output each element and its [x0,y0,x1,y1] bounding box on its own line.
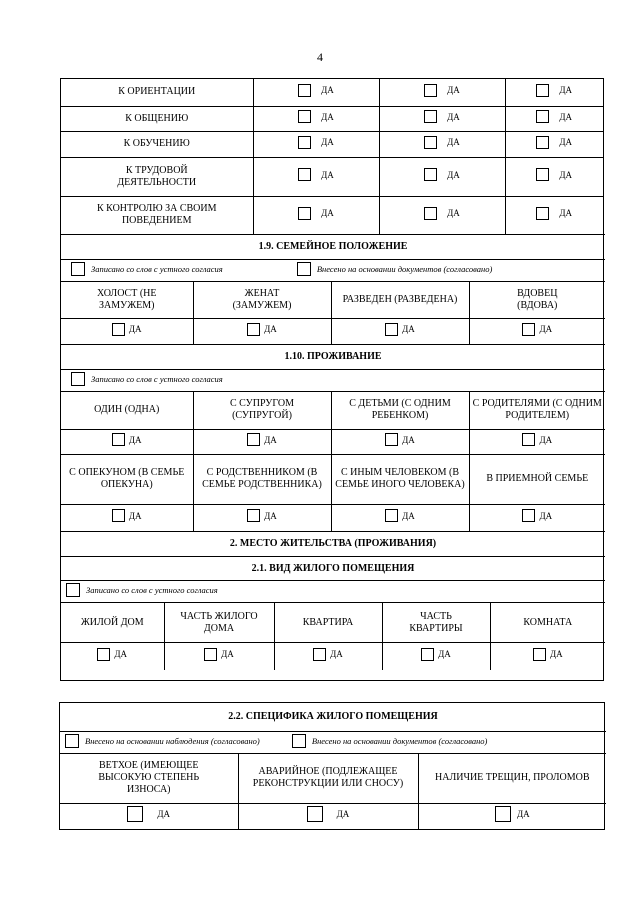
checkbox[interactable] [522,323,535,336]
yes-label: ДА [447,111,460,122]
living-table [61,344,605,532]
housing-option: КОМНАТА [490,603,605,643]
row-label: К ОБЩЕНИЮ [61,106,253,131]
note-observation: Внесено на основании наблюдения (согласовано) [85,735,260,746]
yes-label: ДА [516,809,530,820]
abilities-table [61,79,603,234]
yes-label: ДА [559,111,573,122]
section-title-housing-type: 2.1. ВИД ЖИЛОГО ПОМЕЩЕНИЯ [61,557,605,581]
checkbox[interactable] [536,110,549,123]
checkbox[interactable] [536,84,549,97]
checkbox[interactable] [421,648,434,661]
checkbox[interactable] [522,433,535,446]
living-option: С ОПЕКУНОМ (В СЕМЬЕ ОПЕКУНА) [61,454,193,504]
checkbox[interactable] [495,806,511,822]
living-option: С РОДСТВЕННИКОМ (В СЕМЬЕ РОДСТВЕННИКА) [193,454,331,504]
checkbox[interactable] [424,84,437,97]
section-title-residence: 2. МЕСТО ЖИТЕЛЬСТВА (ПРОЖИВАНИЯ) [61,532,605,557]
yes-label: ДА [321,169,334,180]
yes-label: ДА [336,809,350,820]
table-row [61,106,603,131]
yes-label: ДА [321,111,334,122]
family-option: РАЗВЕДЕН (РАЗВЕДЕНА) [331,282,469,319]
checkbox[interactable] [112,509,125,522]
family-option: ВДОВЕЦ (ВДОВА) [469,282,605,319]
table-row [61,131,603,157]
checkbox[interactable] [247,323,260,336]
note-docs: Внесено на основании документов (согласовано) [316,264,493,274]
family-table [61,234,605,344]
checkbox[interactable] [424,207,437,220]
yes-label: ДА [402,510,415,521]
yes-label: ДА [549,649,563,660]
checkbox[interactable] [71,372,85,386]
living-option: ОДИН (ОДНА) [61,391,193,429]
checkbox[interactable] [298,168,311,181]
specifics-option: ВЕТХОЕ (ИМЕЮЩЕЕ ВЫСОКУЮ СТЕПЕНЬ ИЗНОСА) [60,753,238,803]
family-option: ЖЕНАТ (ЗАМУЖЕМ) [193,282,331,319]
row-label: К КОНТРОЛЮ ЗА СВОИМ ПОВЕДЕНИЕМ [61,196,253,234]
checkbox[interactable] [127,806,143,822]
living-option: С СУПРУГОМ (СУПРУГОЙ) [193,391,331,429]
checkbox[interactable] [71,262,85,276]
yes-label: ДА [264,324,277,335]
yes-label: ДА [128,434,142,445]
checkbox[interactable] [204,648,217,661]
residence-table [61,531,605,670]
family-notes [61,260,605,282]
checkbox[interactable] [292,734,306,748]
checkbox[interactable] [297,262,311,276]
checkbox[interactable] [536,168,549,181]
checkbox[interactable] [424,136,437,149]
checkbox[interactable] [522,509,535,522]
table-row [61,79,603,106]
yes-label: ДА [539,510,553,521]
living-option: С ДЕТЬМИ (С ОДНИМ РЕБЕНКОМ) [331,391,469,429]
yes-label: ДА [114,649,128,660]
checkbox[interactable] [536,207,549,220]
section-title-family: 1.9. СЕМЕЙНОЕ ПОЛОЖЕНИЕ [61,235,605,260]
checkbox[interactable] [112,323,125,336]
checkbox[interactable] [97,648,110,661]
checkbox[interactable] [533,648,546,661]
checkbox[interactable] [298,110,311,123]
housing-option: ЧАСТЬ КВАРТИРЫ [382,603,490,643]
living-option: С ИНЫМ ЧЕЛОВЕКОМ (В СЕМЬЕ ИНОГО ЧЕЛОВЕКА) [331,454,469,504]
living-option: С РОДИТЕЛЯМИ (С ОДНИМ РОДИТЕЛЕМ) [469,391,605,429]
yes-label: ДА [447,137,460,147]
yes-label: ДА [264,510,277,521]
specifics-table [60,703,606,829]
yes-label: ДА [447,169,460,180]
checkbox[interactable] [313,648,326,661]
section-title-living: 1.10. ПРОЖИВАНИЕ [61,344,605,369]
yes-label: ДА [447,208,460,219]
checkbox[interactable] [424,168,437,181]
checkbox[interactable] [65,734,79,748]
housing-option: ЖИЛОЙ ДОМ [61,603,164,643]
yes-label: ДА [330,649,343,660]
row-label: К ТРУДОВОЙ ДЕЯТЕЛЬНОСТИ [61,157,253,196]
checkbox[interactable] [247,433,260,446]
housing-option: КВАРТИРА [274,603,382,643]
note-docs: Внесено на основании документов (согласовано) [311,735,488,746]
checkbox[interactable] [298,136,311,149]
checkbox[interactable] [307,806,323,822]
yes-label: ДА [559,208,573,219]
row-label: К ОБУЧЕНИЮ [61,131,253,157]
table-row [61,157,603,196]
checkbox[interactable] [112,433,125,446]
yes-label: ДА [559,169,573,180]
section-title-specifics: 2.2. СПЕЦИФИКА ЖИЛОГО ПОМЕЩЕНИЯ [60,703,606,731]
yes-label: ДА [128,324,142,335]
checkbox[interactable] [66,583,80,597]
yes-label: ДА [559,85,573,96]
yes-label: ДА [402,324,415,335]
yes-label: ДА [221,649,234,660]
checkbox[interactable] [385,509,398,522]
specifics-option: АВАРИЙНОЕ (ПОДЛЕЖАЩЕЕ РЕКОНСТРУКЦИИ ИЛИ СНОСУ) [238,753,418,803]
yes-label: ДА [559,137,573,147]
yes-label: ДА [402,434,415,445]
checkbox[interactable] [247,509,260,522]
note-oral: Записано со слов с устного согласия [86,585,218,595]
family-option: ХОЛОСТ (НЕ ЗАМУЖЕМ) [61,282,193,319]
checkbox[interactable] [385,323,398,336]
checkbox[interactable] [536,136,549,149]
yes-label: ДА [321,208,334,219]
yes-label: ДА [438,649,451,660]
yes-label: ДА [321,85,334,96]
page-number: 4 [317,50,323,64]
living-option: В ПРИЕМНОЙ СЕМЬЕ [469,454,605,504]
yes-label: ДА [321,137,334,147]
yes-label: ДА [264,434,277,445]
checkbox[interactable] [385,433,398,446]
note-oral: Записано со слов с устного согласия [91,264,223,274]
form-block-specifics [59,702,605,830]
specifics-option: НАЛИЧИЕ ТРЕЩИН, ПРОЛОМОВ [418,753,606,803]
checkbox[interactable] [424,110,437,123]
yes-label: ДА [128,510,142,521]
checkbox[interactable] [298,207,311,220]
row-label: К ОРИЕНТАЦИИ [61,79,253,106]
yes-label: ДА [539,324,553,335]
housing-option: ЧАСТЬ ЖИЛОГО ДОМА [164,603,274,643]
note-oral: Записано со слов с устного согласия [91,373,223,384]
yes-label: ДА [447,85,460,96]
yes-label: ДА [539,434,553,445]
table-row [61,196,603,234]
checkbox[interactable] [298,84,311,97]
yes-label: ДА [157,809,171,820]
form-block-main [60,78,604,681]
